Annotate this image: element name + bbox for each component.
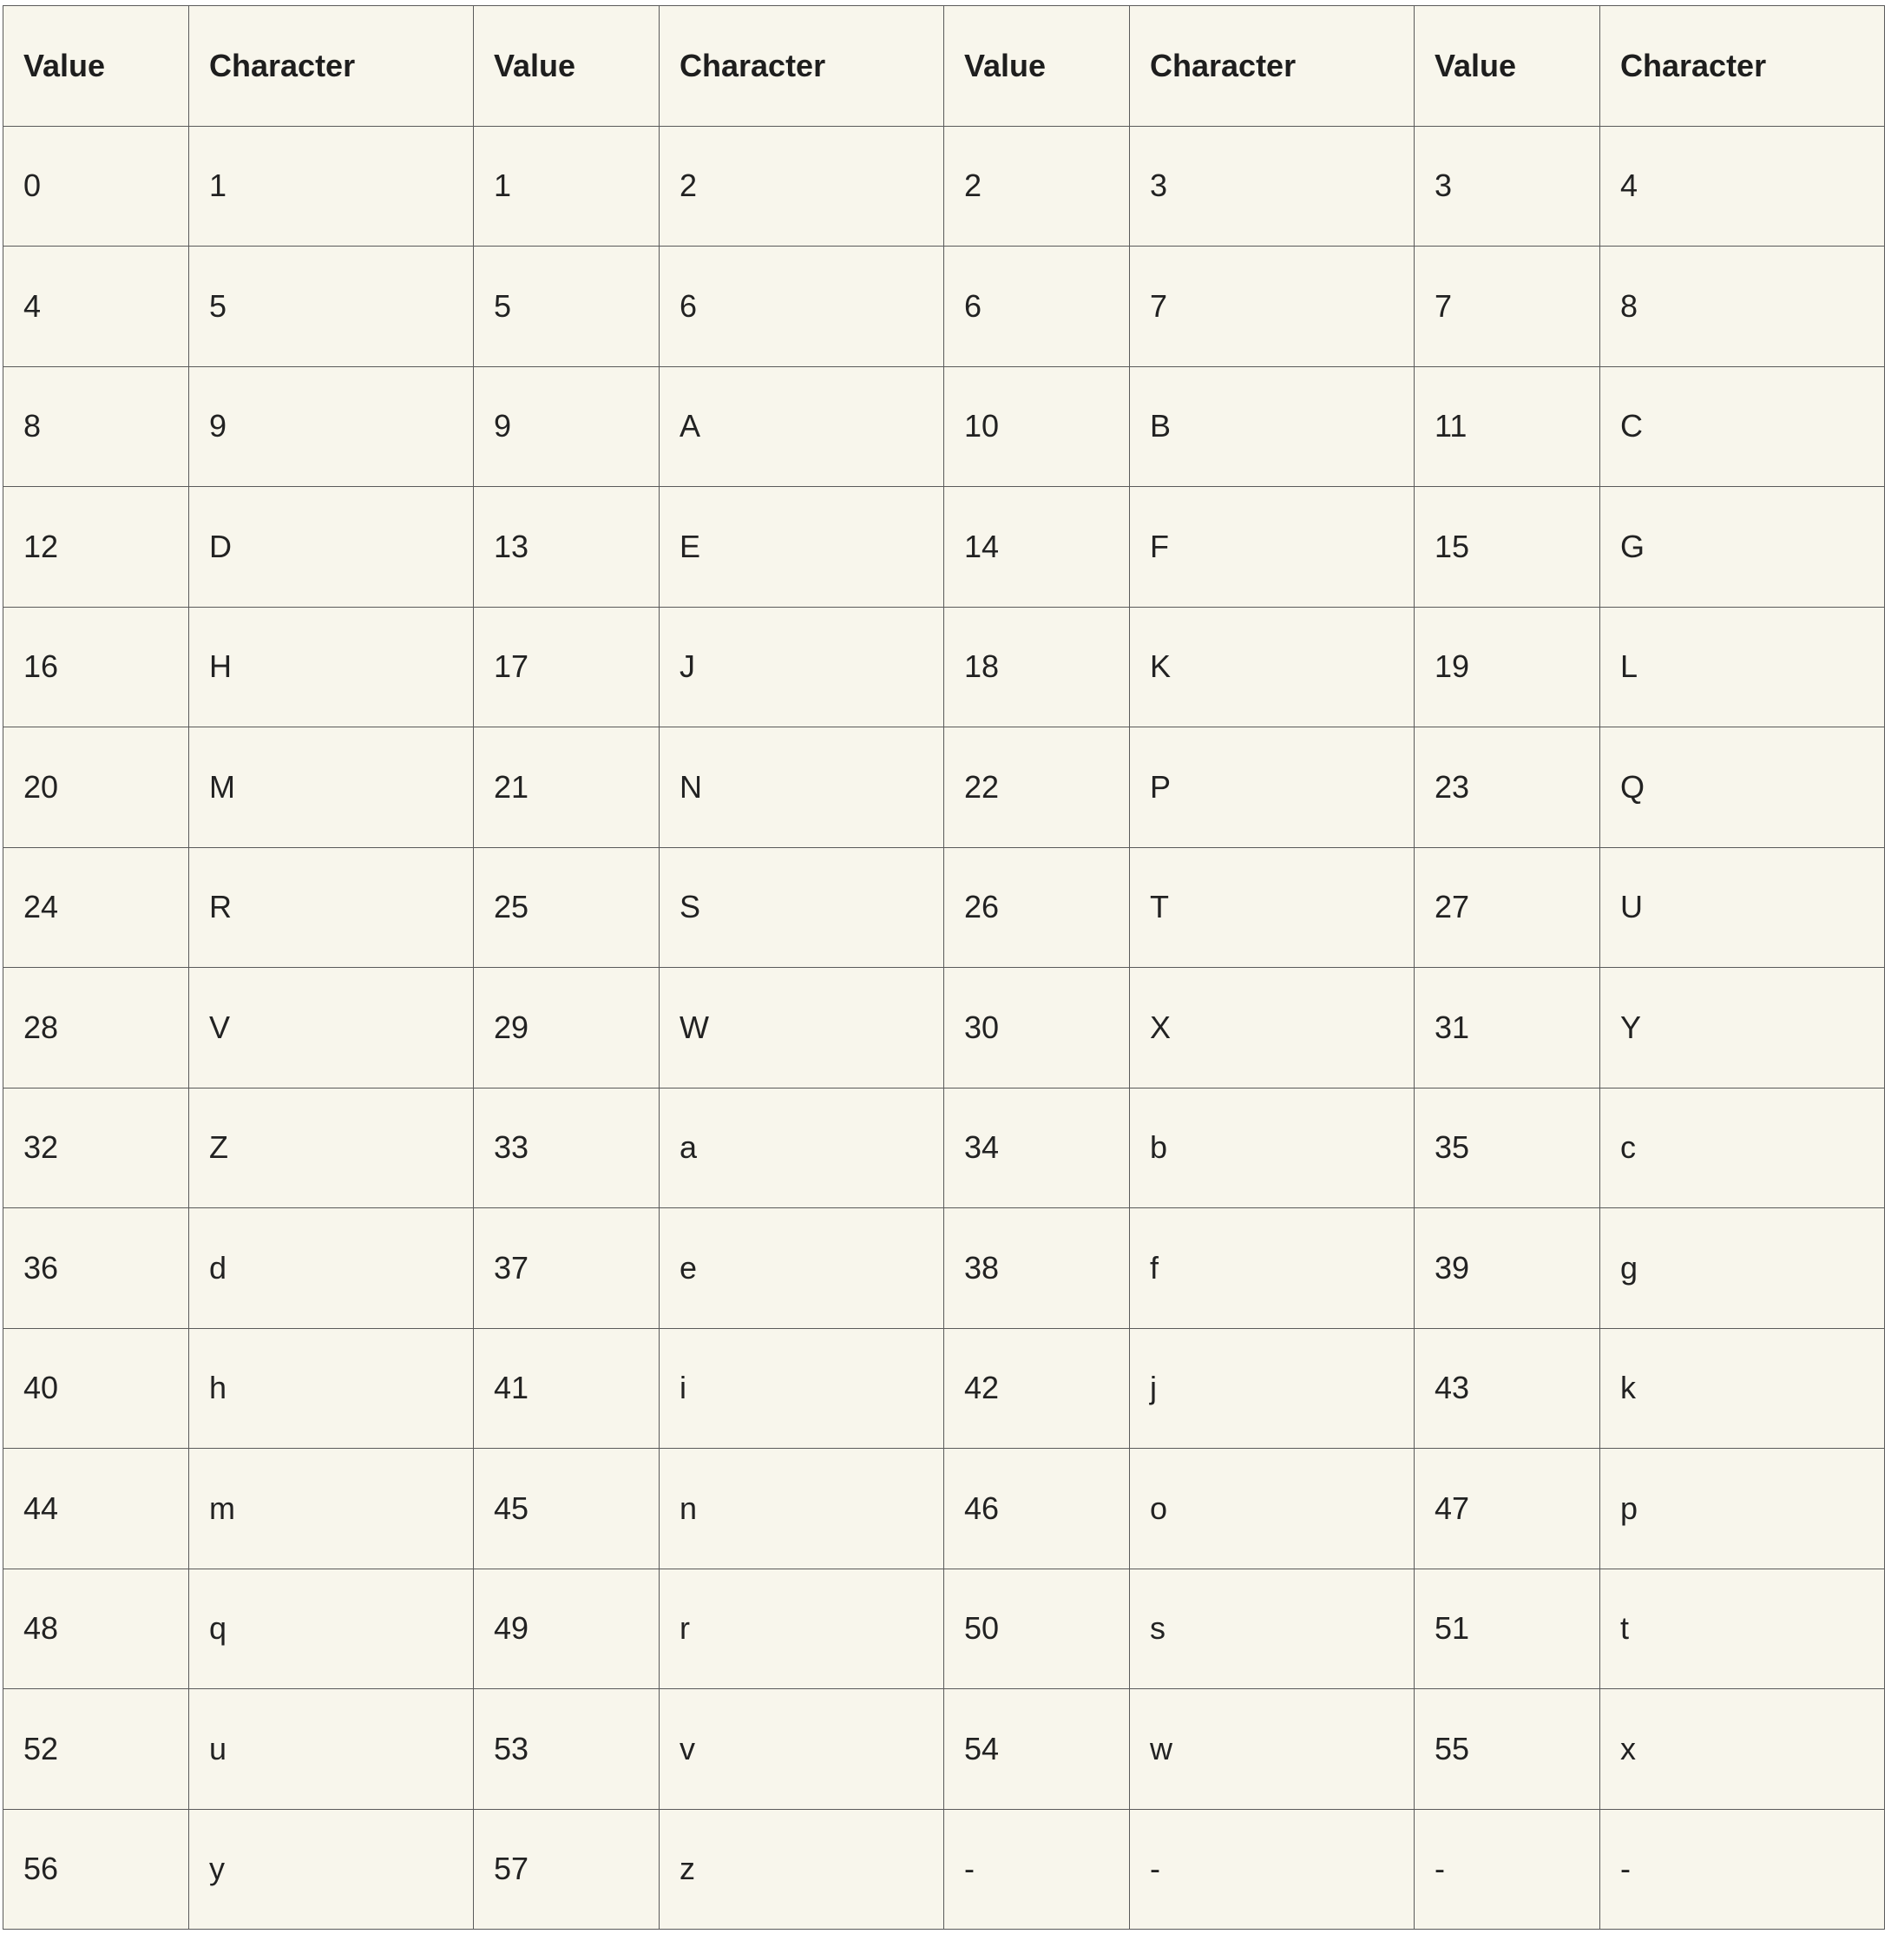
value-cell: 30: [944, 968, 1130, 1089]
character-cell: E: [660, 487, 944, 608]
character-cell: -: [1600, 1809, 1885, 1930]
character-cell: P: [1130, 727, 1415, 848]
character-cell: k: [1600, 1328, 1885, 1449]
column-header: Character: [1600, 6, 1885, 127]
value-cell: 3: [1415, 126, 1600, 247]
column-header: Value: [944, 6, 1130, 127]
character-cell: o: [1130, 1449, 1415, 1569]
character-cell: R: [189, 847, 474, 968]
character-cell: 5: [189, 247, 474, 367]
value-cell: 33: [474, 1088, 660, 1208]
character-cell: N: [660, 727, 944, 848]
value-cell: 34: [944, 1088, 1130, 1208]
value-cell: 20: [3, 727, 189, 848]
character-cell: L: [1600, 607, 1885, 727]
value-cell: 50: [944, 1569, 1130, 1689]
value-cell: 32: [3, 1088, 189, 1208]
character-cell: J: [660, 607, 944, 727]
table-row: [3, 727, 1885, 848]
value-cell: 14: [944, 487, 1130, 608]
table-row: [3, 1569, 1885, 1689]
table-row: [3, 847, 1885, 968]
value-cell: 2: [944, 126, 1130, 247]
character-cell: Q: [1600, 727, 1885, 848]
value-cell: 45: [474, 1449, 660, 1569]
character-cell: p: [1600, 1449, 1885, 1569]
character-cell: 9: [189, 366, 474, 487]
value-cell: 6: [944, 247, 1130, 367]
value-cell: 46: [944, 1449, 1130, 1569]
value-cell: 23: [1415, 727, 1600, 848]
value-cell: 41: [474, 1328, 660, 1449]
value-cell: 52: [3, 1689, 189, 1810]
value-cell: 25: [474, 847, 660, 968]
character-cell: e: [660, 1208, 944, 1329]
value-cell: 10: [944, 366, 1130, 487]
table-row: [3, 607, 1885, 727]
value-cell: 13: [474, 487, 660, 608]
character-cell: 3: [1130, 126, 1415, 247]
value-cell: 43: [1415, 1328, 1600, 1449]
table-row: [3, 1449, 1885, 1569]
character-cell: y: [189, 1809, 474, 1930]
value-cell: 12: [3, 487, 189, 608]
value-cell: 39: [1415, 1208, 1600, 1329]
character-cell: -: [1130, 1809, 1415, 1930]
character-cell: 1: [189, 126, 474, 247]
value-cell: 51: [1415, 1569, 1600, 1689]
value-cell: 31: [1415, 968, 1600, 1089]
value-cell: 49: [474, 1569, 660, 1689]
table-row: [3, 1208, 1885, 1329]
value-cell: 57: [474, 1809, 660, 1930]
value-cell: 24: [3, 847, 189, 968]
column-header: Value: [3, 6, 189, 127]
table-row: [3, 1328, 1885, 1449]
table-row: [3, 1088, 1885, 1208]
table-row: [3, 487, 1885, 608]
character-cell: C: [1600, 366, 1885, 487]
value-cell: -: [1415, 1809, 1600, 1930]
value-cell: 0: [3, 126, 189, 247]
character-cell: x: [1600, 1689, 1885, 1810]
value-cell: 7: [1415, 247, 1600, 367]
table-row: [3, 1809, 1885, 1930]
value-cell: 28: [3, 968, 189, 1089]
character-cell: D: [189, 487, 474, 608]
value-cell: 29: [474, 968, 660, 1089]
table-row: [3, 968, 1885, 1089]
value-cell: 1: [474, 126, 660, 247]
character-cell: q: [189, 1569, 474, 1689]
character-cell: v: [660, 1689, 944, 1810]
character-cell: K: [1130, 607, 1415, 727]
value-cell: 47: [1415, 1449, 1600, 1569]
value-cell: 38: [944, 1208, 1130, 1329]
value-cell: 40: [3, 1328, 189, 1449]
column-header: Character: [189, 6, 474, 127]
value-cell: 16: [3, 607, 189, 727]
character-cell: t: [1600, 1569, 1885, 1689]
character-cell: S: [660, 847, 944, 968]
value-cell: -: [944, 1809, 1130, 1930]
value-cell: 8: [3, 366, 189, 487]
value-cell: 9: [474, 366, 660, 487]
character-cell: B: [1130, 366, 1415, 487]
character-cell: s: [1130, 1569, 1415, 1689]
character-cell: T: [1130, 847, 1415, 968]
character-cell: W: [660, 968, 944, 1089]
character-cell: U: [1600, 847, 1885, 968]
value-cell: 26: [944, 847, 1130, 968]
value-cell: 27: [1415, 847, 1600, 968]
value-cell: 21: [474, 727, 660, 848]
header-row: [3, 6, 1885, 127]
character-cell: i: [660, 1328, 944, 1449]
character-cell: X: [1130, 968, 1415, 1089]
column-header: Value: [474, 6, 660, 127]
column-header: Value: [1415, 6, 1600, 127]
character-cell: A: [660, 366, 944, 487]
character-cell: G: [1600, 487, 1885, 608]
value-cell: 19: [1415, 607, 1600, 727]
value-cell: 48: [3, 1569, 189, 1689]
table-row: [3, 1689, 1885, 1810]
character-cell: Z: [189, 1088, 474, 1208]
character-cell: u: [189, 1689, 474, 1810]
value-cell: 11: [1415, 366, 1600, 487]
table-container: [3, 5, 1885, 1930]
character-cell: b: [1130, 1088, 1415, 1208]
character-cell: 4: [1600, 126, 1885, 247]
character-cell: V: [189, 968, 474, 1089]
value-cell: 54: [944, 1689, 1130, 1810]
character-cell: d: [189, 1208, 474, 1329]
value-cell: 22: [944, 727, 1130, 848]
character-cell: h: [189, 1328, 474, 1449]
column-header: Character: [1130, 6, 1415, 127]
character-cell: M: [189, 727, 474, 848]
character-cell: r: [660, 1569, 944, 1689]
value-cell: 17: [474, 607, 660, 727]
column-header: Character: [660, 6, 944, 127]
value-cell: 42: [944, 1328, 1130, 1449]
character-cell: z: [660, 1809, 944, 1930]
encoding-table: [3, 5, 1885, 1930]
character-cell: f: [1130, 1208, 1415, 1329]
character-cell: 8: [1600, 247, 1885, 367]
value-cell: 44: [3, 1449, 189, 1569]
value-cell: 53: [474, 1689, 660, 1810]
character-cell: w: [1130, 1689, 1415, 1810]
value-cell: 5: [474, 247, 660, 367]
table-row: [3, 247, 1885, 367]
character-cell: F: [1130, 487, 1415, 608]
value-cell: 36: [3, 1208, 189, 1329]
character-cell: Y: [1600, 968, 1885, 1089]
value-cell: 55: [1415, 1689, 1600, 1810]
character-cell: 2: [660, 126, 944, 247]
value-cell: 18: [944, 607, 1130, 727]
character-cell: g: [1600, 1208, 1885, 1329]
table-row: [3, 126, 1885, 247]
character-cell: m: [189, 1449, 474, 1569]
value-cell: 15: [1415, 487, 1600, 608]
character-cell: n: [660, 1449, 944, 1569]
character-cell: a: [660, 1088, 944, 1208]
character-cell: 7: [1130, 247, 1415, 367]
table-body: [3, 126, 1885, 1930]
value-cell: 37: [474, 1208, 660, 1329]
character-cell: 6: [660, 247, 944, 367]
character-cell: H: [189, 607, 474, 727]
character-cell: j: [1130, 1328, 1415, 1449]
character-cell: c: [1600, 1088, 1885, 1208]
value-cell: 35: [1415, 1088, 1600, 1208]
table-row: [3, 366, 1885, 487]
value-cell: 4: [3, 247, 189, 367]
value-cell: 56: [3, 1809, 189, 1930]
